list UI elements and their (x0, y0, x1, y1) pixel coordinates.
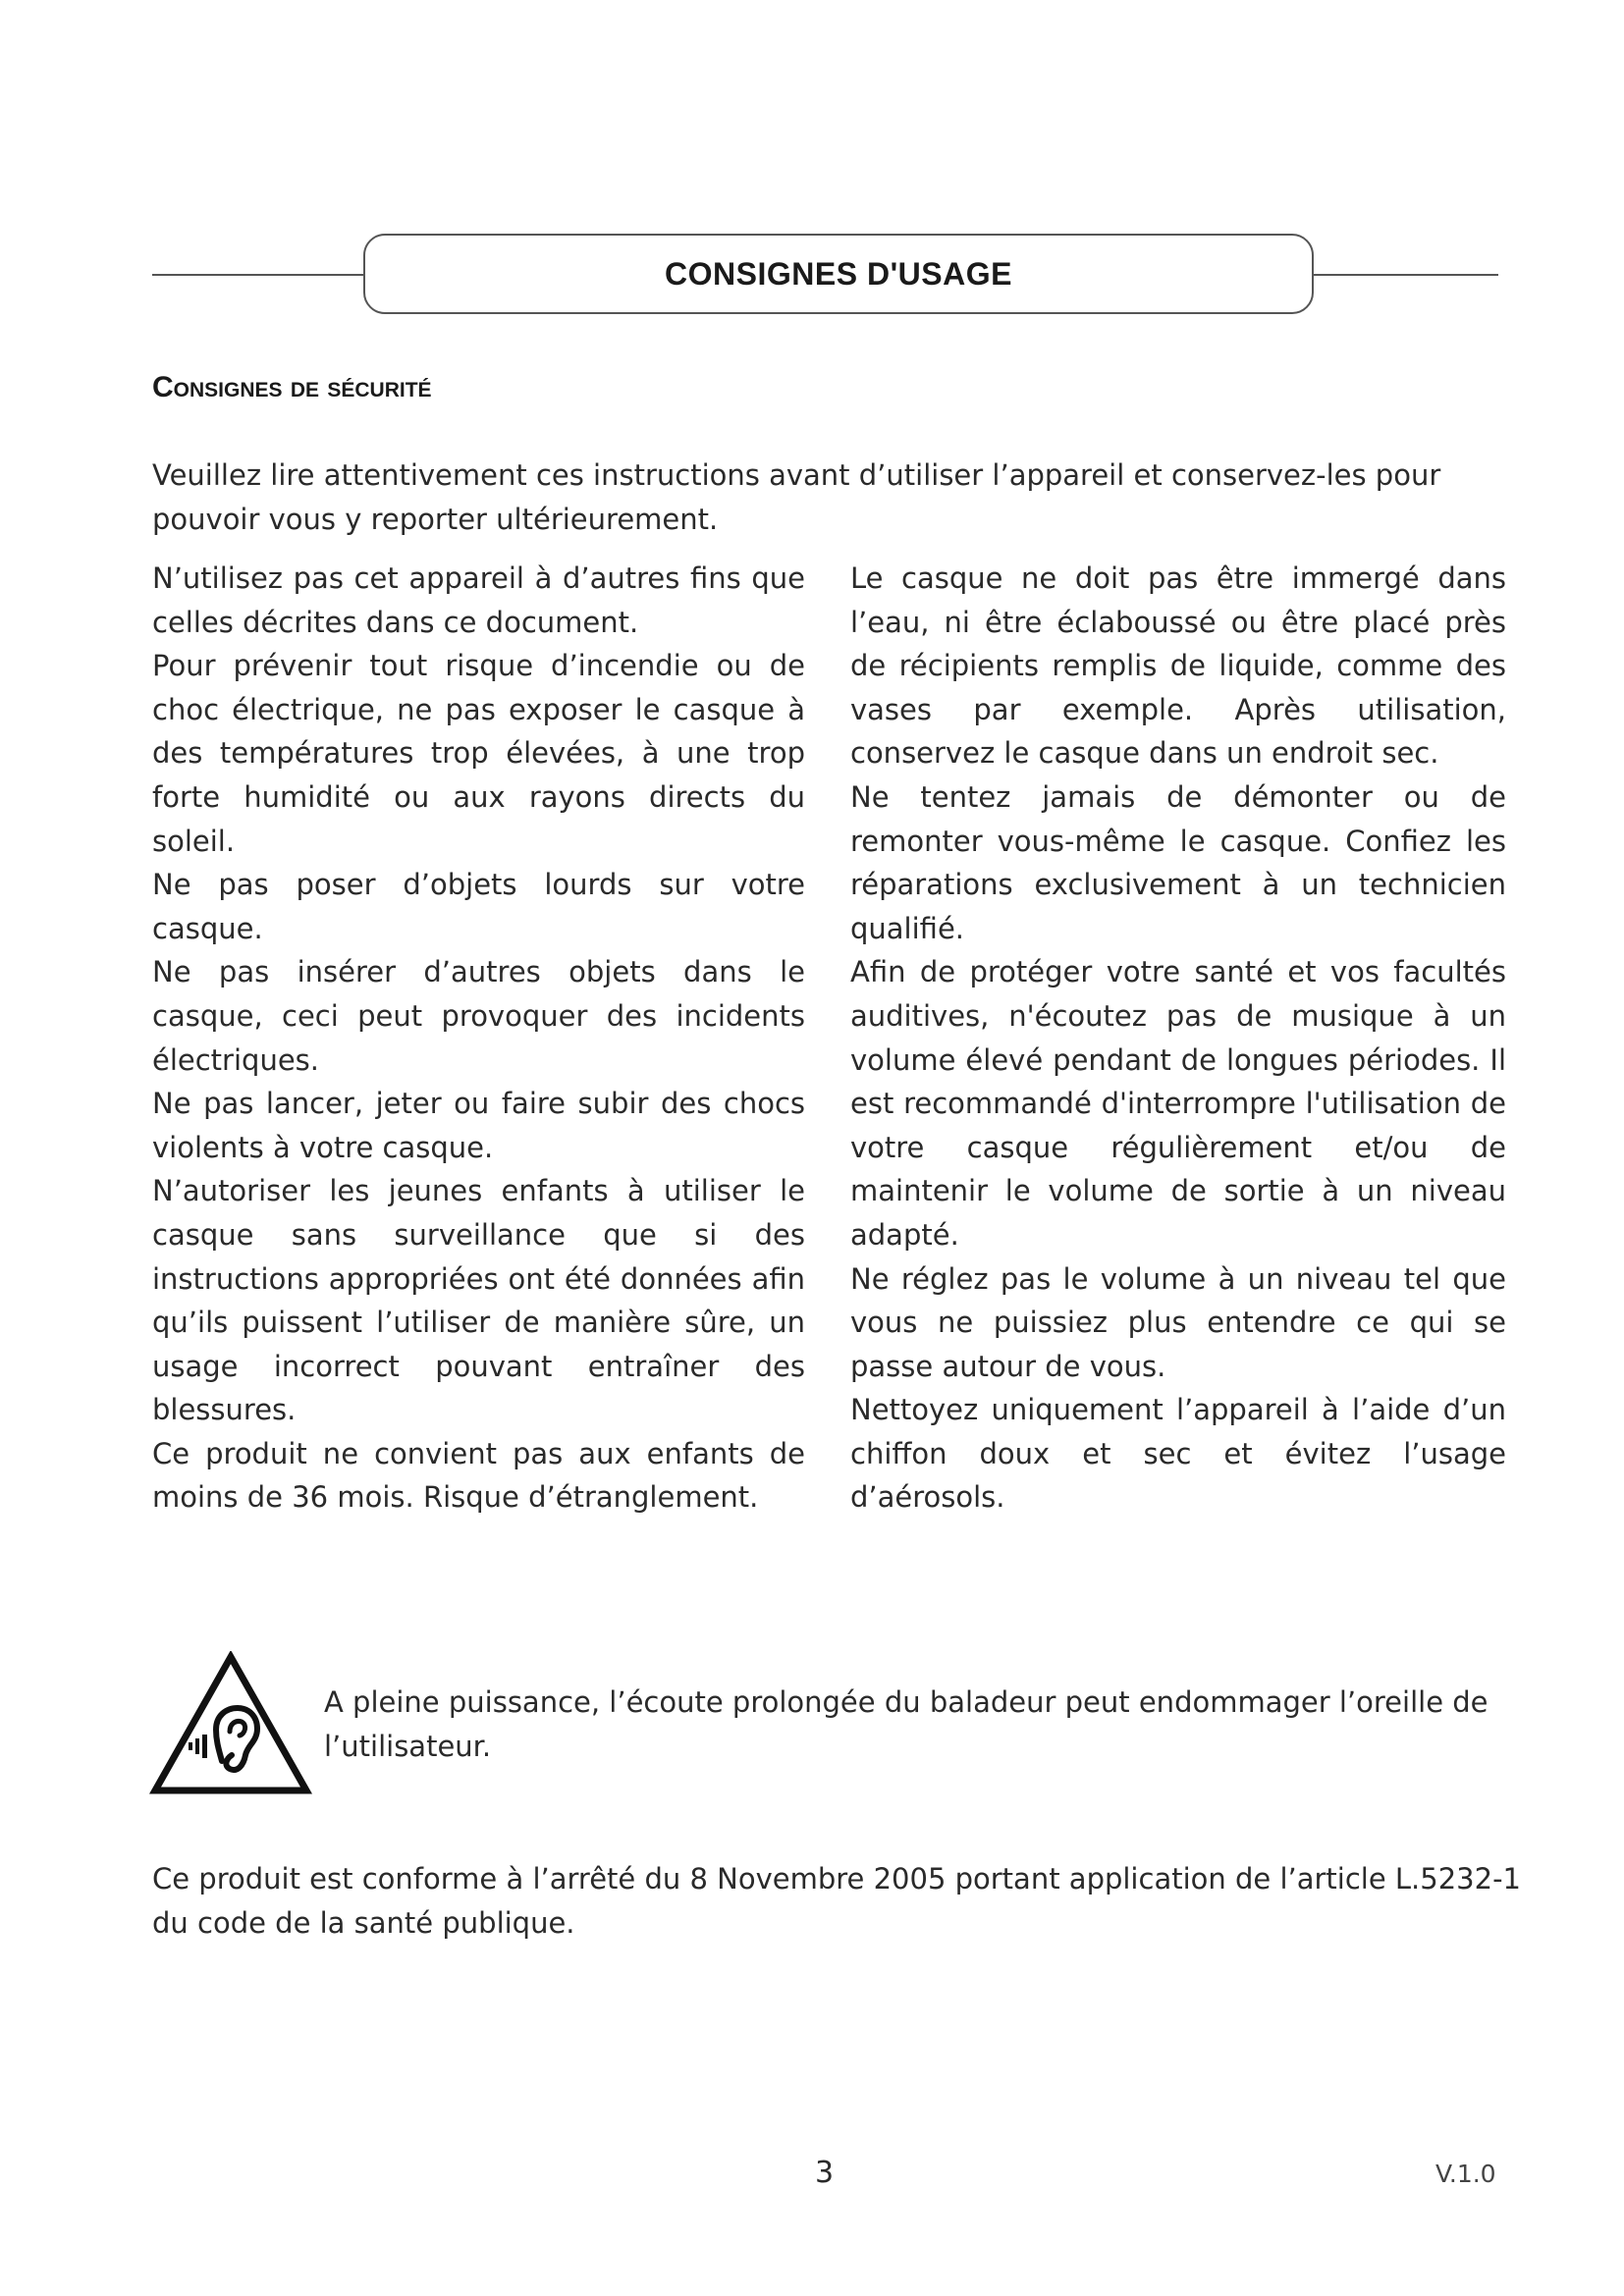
header-box (363, 234, 1314, 314)
instruction: Ne tentez jamais de démonter ou de remonter vous-même le casque. Confiez les réparations exclusivement à un technicien qualifié. (850, 779, 1506, 945)
instruction: Nettoyez uniquement l’appareil à l’aide d’un chiffon doux et sec et évitez l’usage d’aérosols. (850, 1393, 1506, 1515)
warning-text: A pleine puissance, l’écoute prolongée du baladeur peut endommager l’oreille de l’utilisateur. (324, 1685, 1489, 1763)
conformity-statement: Ce produit est conforme à l’arrêté du 8 Novembre 2005 portant application de l’article L.5232-1 du code de la santé publique. (152, 1862, 1521, 1940)
instruction: Ne pas poser d’objets lourds sur votre casque. (152, 868, 805, 945)
instruction: Pour prévenir tout risque d’incendie ou de choc électrique, ne pas exposer le casque à des températures trop élevées, à une trop forte humidité ou aux rayons directs du soleil. (152, 649, 805, 858)
left-column (152, 557, 805, 1520)
header-rule-left (152, 274, 365, 276)
instruction: Ne pas insérer d’autres objets dans le casque, ceci peut provoquer des incidents électriques. (152, 955, 805, 1077)
instruction: N’utilisez pas cet appareil à d’autres fins que celles décrites dans ce document. (152, 561, 805, 639)
intro-paragraph: Veuillez lire attentivement ces instructions avant d’utiliser l’appareil et conservez-les pour pouvoir vous y reporter ultérieurement. (152, 458, 1441, 536)
hearing-warning-icon (149, 1651, 312, 1798)
instruction: Afin de protéger votre santé et vos facultés auditives, n'écoutez pas de musique à un volume élevé pendant de longues périodes. Il est recommandé d'interrompre l'utilisation de votre casque régulièrement et/ou de maintenir le volume de sortie à un niveau adapté. (850, 955, 1506, 1252)
instruction: Ce produit ne convient pas aux enfants de moins de 36 mois. Risque d’étranglement. (152, 1436, 805, 1515)
version-label: V.1.0 (1435, 2160, 1496, 2188)
instruction: Ne pas lancer, jeter ou faire subir des chocs violents à votre casque. (152, 1087, 805, 1164)
right-column (850, 557, 1506, 1520)
instruction: Ne réglez pas le volume à un niveau tel que vous ne puissiez plus entendre ce qui se passe autour de vous. (850, 1261, 1506, 1383)
instruction: Le casque ne doit pas être immergé dans l’eau, ni être éclaboussé ou être placé près de récipients remplis de liquide, comme des vases par exemple. Après utilisation, conservez le casque dans un endroit sec. (850, 561, 1506, 771)
page-number: 3 (815, 2156, 835, 2190)
header-rule-right (1312, 274, 1498, 276)
instruction: N’autoriser les jeunes enfants à utiliser le casque sans surveillance que si des instructions appropriées ont été données afin qu’ils puissent l’utiliser de manière sûre, un usage incorrect pouvant entraîner des blessures. (152, 1174, 805, 1427)
page-title: CONSIGNES D'USAGE (665, 255, 1012, 292)
section-title: Consignes de sécurité (152, 371, 432, 403)
